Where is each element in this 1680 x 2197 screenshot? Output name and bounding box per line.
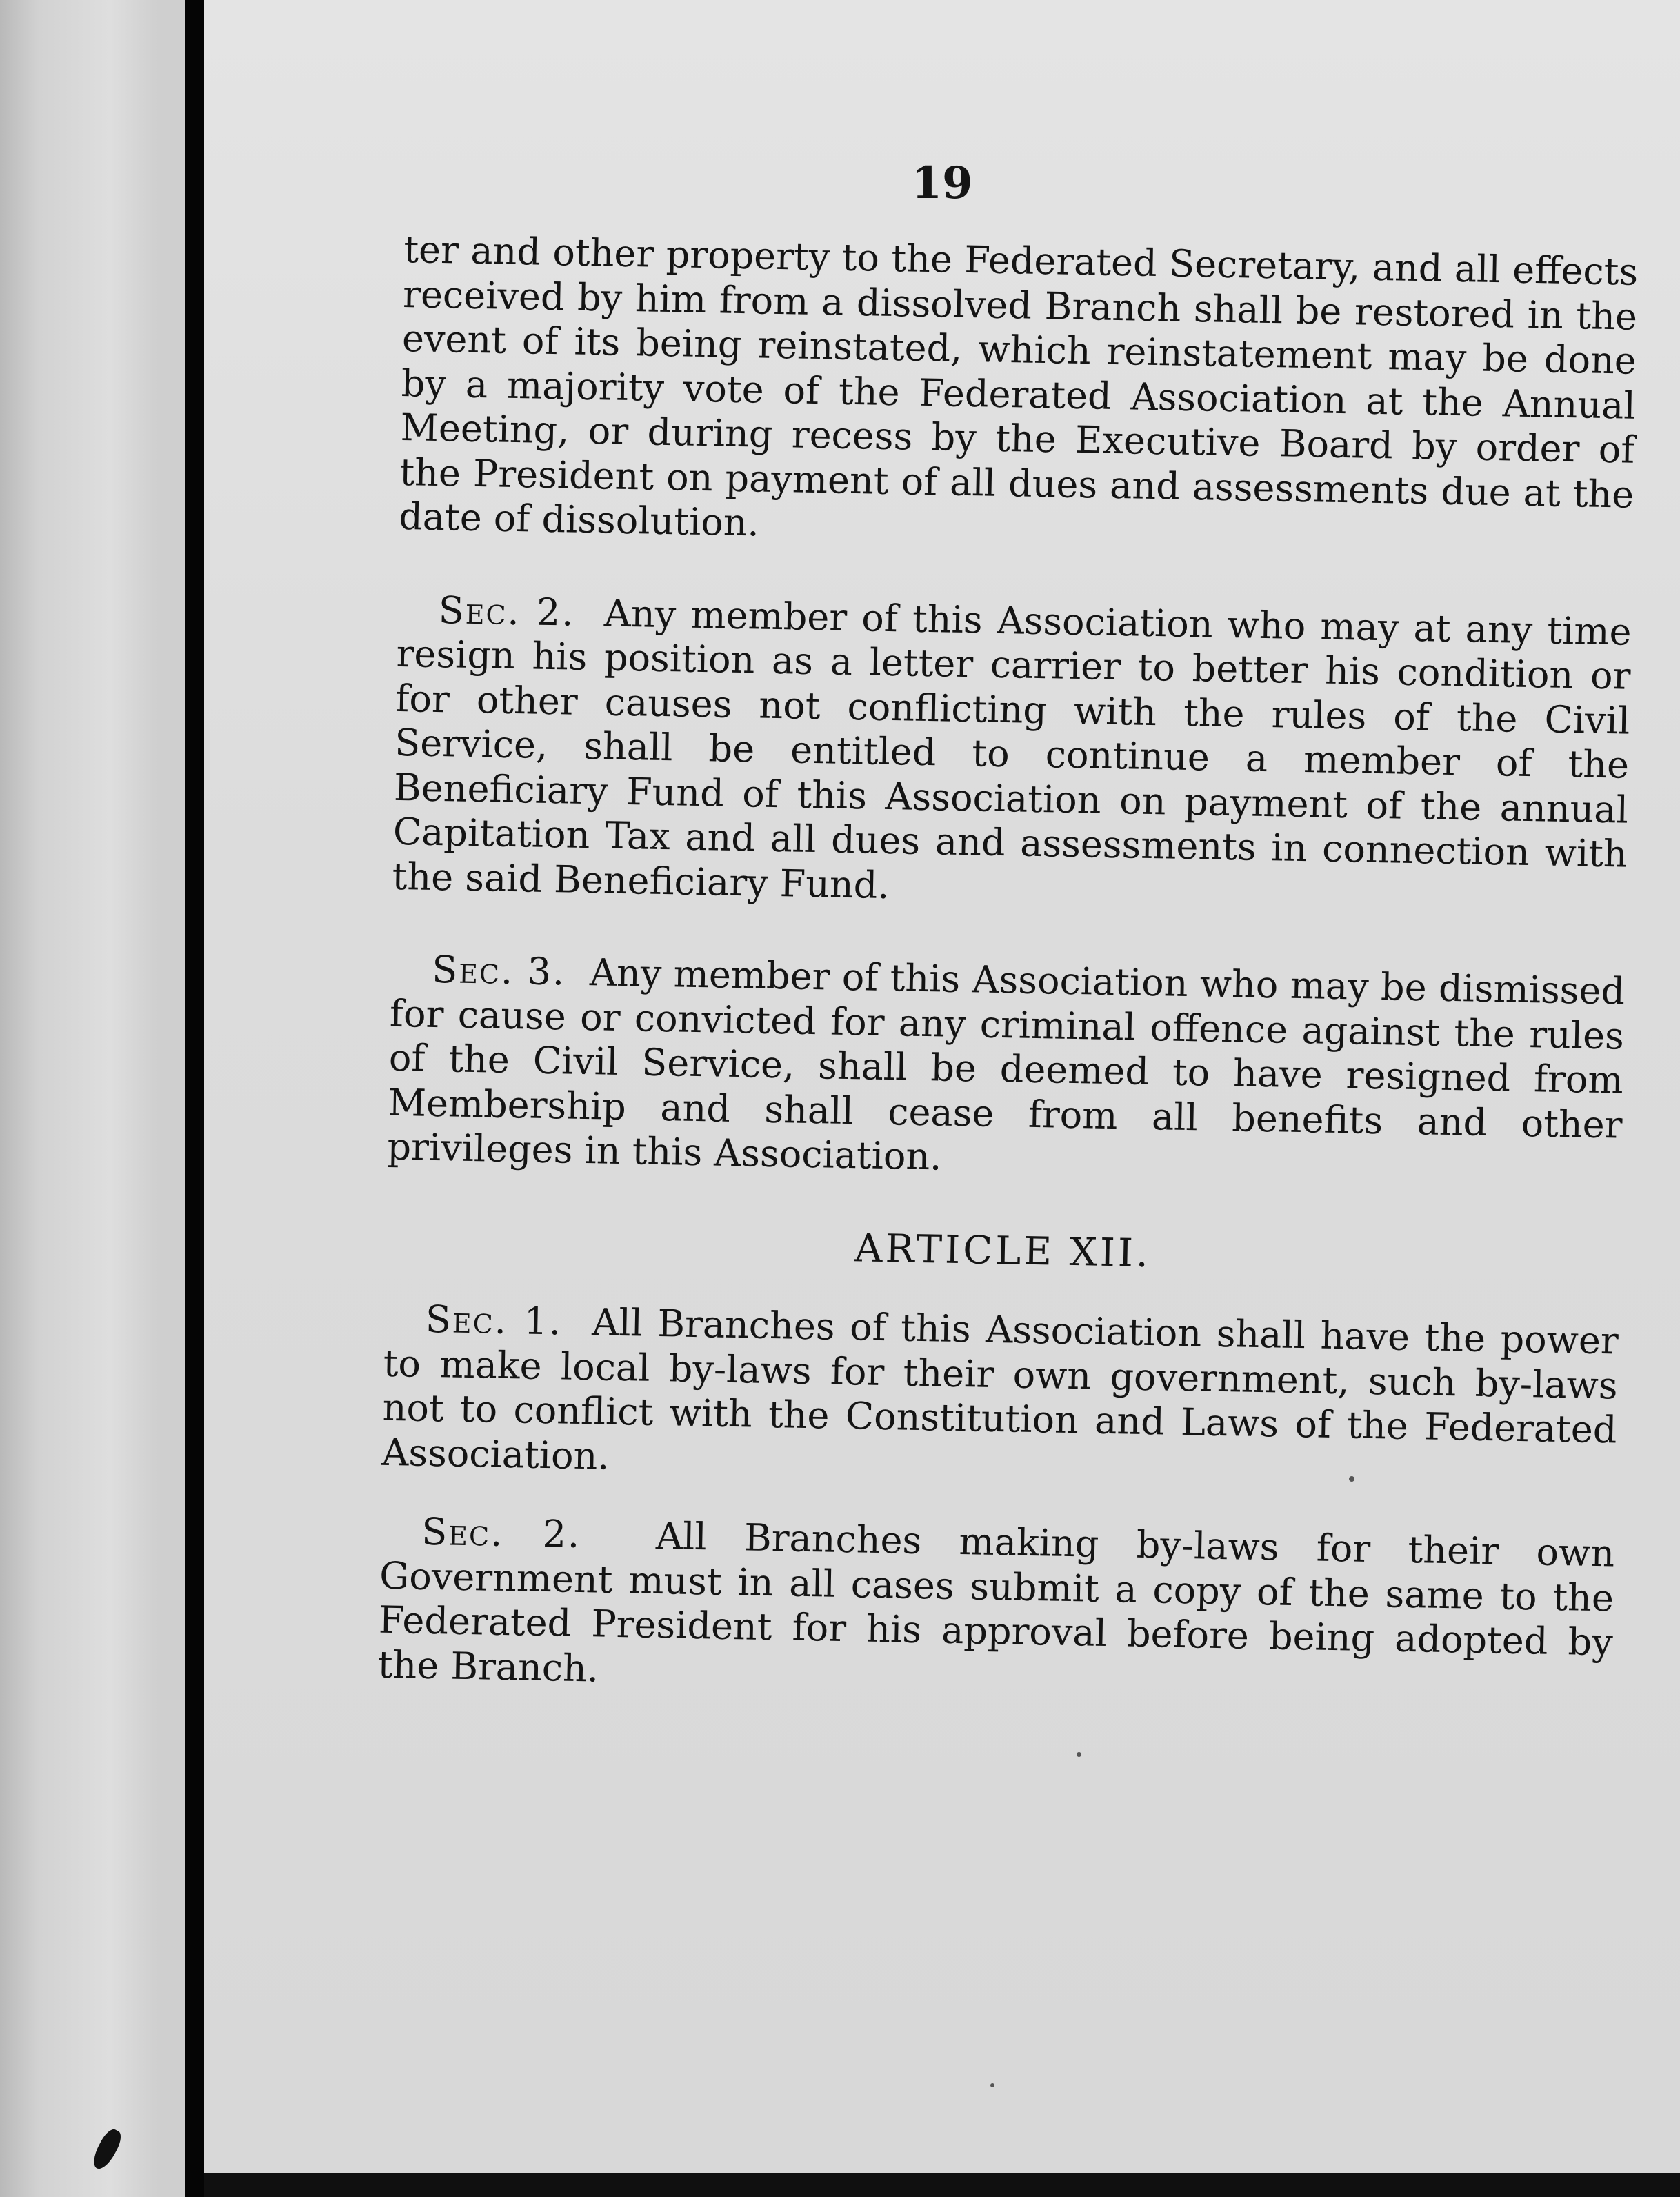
continuation-paragraph	[399, 228, 1639, 561]
section-text: Any member of this Association who may at any time resign his position as a letter carrier to better his condition or for other causes not conflicting with the rules of the Civil Service, shall be entitled to continue a member of the Beneficiary Fund of this Association on payment of the annual Capitation Tax and all dues and assessments in connection with the said Beneficiary Fund.	[392, 590, 1632, 907]
section-paragraph	[392, 587, 1632, 921]
section-paragraph	[377, 1509, 1614, 1710]
section-label: Sec. 3.	[431, 947, 566, 994]
scan-speck	[1349, 1476, 1354, 1482]
facing-page-edge	[0, 0, 157, 2197]
section-paragraph	[381, 1297, 1619, 1498]
section-paragraph	[387, 947, 1626, 1192]
page-gutter	[157, 0, 185, 2197]
paragraph-text: ter and other property to the Federated Secretary, and all effects received by him from a dissolved Branch shall be restored in the event of its being reinstated, which reinstatement may be done by a majority vote of the Federated Association at the Annual Meeting, or during recess by the Executive Board by order of the President on payment of all dues and assessments due at the date of dissolution.	[398, 228, 1639, 545]
section-text: Any member of this Association who may be dismissed for cause or convicted for any criminal offence against the rules of the Civil Service, shall be deemed to have resigned from Membership and shall cease from all benefits and other privileges in this Association.	[387, 951, 1626, 1179]
page-number: 19	[911, 157, 973, 209]
page-body-text	[377, 228, 1638, 1709]
scan-speck	[990, 2083, 994, 2087]
section-label: Sec. 2.	[438, 588, 576, 635]
article-heading: ARTICLE XII.	[854, 1225, 1152, 1276]
section-label: Sec. 1.	[425, 1297, 563, 1344]
section-label: Sec. 2.	[421, 1509, 581, 1557]
scan-speck	[1077, 1752, 1081, 1757]
document-page	[204, 0, 1680, 2173]
section-text: All Branches making by-laws for their own Government must in all cases submit a copy of the same to the Federated President for his approval before being adopted by the Branch.	[377, 1514, 1615, 1691]
page-bottom-edge	[204, 2173, 1680, 2197]
book-spine	[185, 0, 204, 2197]
section-text: All Branches of this Association shall have the power to make local by-laws for their own government, such by-laws not to conflict with the Constitution and Laws of the Federated Association.	[381, 1300, 1619, 1478]
